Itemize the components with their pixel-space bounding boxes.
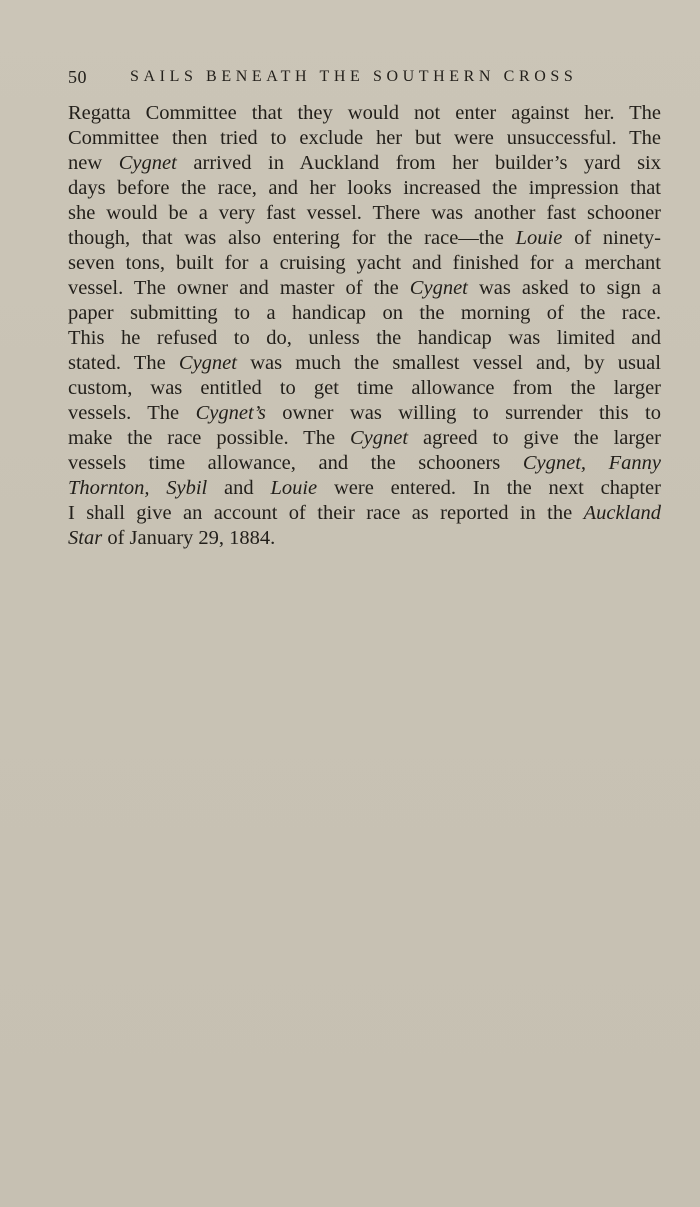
- text-line: [68, 151, 661, 176]
- italic-text: Cygnet: [349, 427, 409, 449]
- text-line: [68, 176, 661, 201]
- text-run: vessels. The: [68, 402, 196, 424]
- italic-text: Cygnet’s: [195, 402, 266, 424]
- text-run: and: [207, 477, 271, 499]
- text-line: [68, 376, 661, 401]
- italic-text: Louie: [515, 227, 563, 249]
- text-line: [68, 351, 661, 376]
- text-run: stated. The: [68, 352, 179, 374]
- text-run: agreed to give the larger: [408, 427, 661, 449]
- text-run: she would be a very fast vessel. There was another fast schooner: [68, 202, 661, 224]
- text-line: [68, 201, 661, 226]
- text-run: paper submitting to a handicap on the morning of the race.: [68, 302, 661, 324]
- italic-text: Auckland: [583, 502, 661, 524]
- text-line: [68, 501, 661, 526]
- text-line: [68, 426, 661, 451]
- text-run: custom, was entitled to get time allowance from the larger: [68, 377, 661, 399]
- text-line: [68, 101, 661, 126]
- text-run: owner was willing to surrender this to: [265, 402, 661, 424]
- text-line: [68, 251, 661, 276]
- text-line: [68, 301, 661, 326]
- text-run: Regatta Committee that they would not enter against her. The: [68, 102, 661, 124]
- text-line: [68, 476, 661, 501]
- text-run: was asked to sign a: [467, 277, 661, 299]
- text-run: This he refused to do, unless the handicap was limited and: [68, 327, 661, 349]
- text-line: [68, 126, 661, 151]
- text-line: [68, 326, 661, 351]
- text-run: though, that was also entering for the race—the: [68, 227, 516, 249]
- text-run: was much the smallest vessel and, by usual: [236, 352, 661, 374]
- text-run: Committee then tried to exclude her but were unsuccessful. The: [68, 127, 661, 149]
- italic-text: Cygnet: [178, 352, 237, 374]
- text-run: were entered. In the next chapter: [317, 477, 661, 499]
- italic-text: Cygnet: [118, 152, 177, 174]
- text-run: of ninety-: [562, 227, 661, 249]
- page-number: 50: [68, 66, 87, 87]
- text-run: vessel. The owner and master of the: [68, 277, 410, 299]
- italic-text: Thornton, Sybil: [68, 477, 208, 499]
- text-run: arrived in Auckland from her builder’s yard six: [176, 152, 661, 174]
- italic-text: Star: [68, 527, 103, 549]
- text-line: [68, 276, 661, 301]
- text-run: seven tons, built for a cruising yacht and finished for a merchant: [68, 252, 661, 274]
- text-run: make the race possible. The: [68, 427, 350, 449]
- text-line: [68, 401, 661, 426]
- text-line: [68, 526, 661, 551]
- text-run: I shall give an account of their race as reported in the: [68, 502, 584, 524]
- text-line: [68, 451, 661, 476]
- italic-text: Cygnet, Fanny: [522, 452, 661, 474]
- body-paragraph: [68, 101, 661, 551]
- running-head: SAILS BENEATH THE SOUTHERN CROSS: [130, 68, 578, 85]
- text-line: [68, 226, 661, 251]
- text-run: vessels time allowance, and the schooners: [68, 452, 523, 474]
- text-run: days before the race, and her looks increased the impression that: [68, 177, 661, 199]
- italic-text: Louie: [270, 477, 318, 499]
- page-header: [68, 64, 631, 90]
- italic-text: Cygnet: [409, 277, 468, 299]
- text-run: of January 29, 1884.: [102, 527, 276, 549]
- text-run: new: [68, 152, 119, 174]
